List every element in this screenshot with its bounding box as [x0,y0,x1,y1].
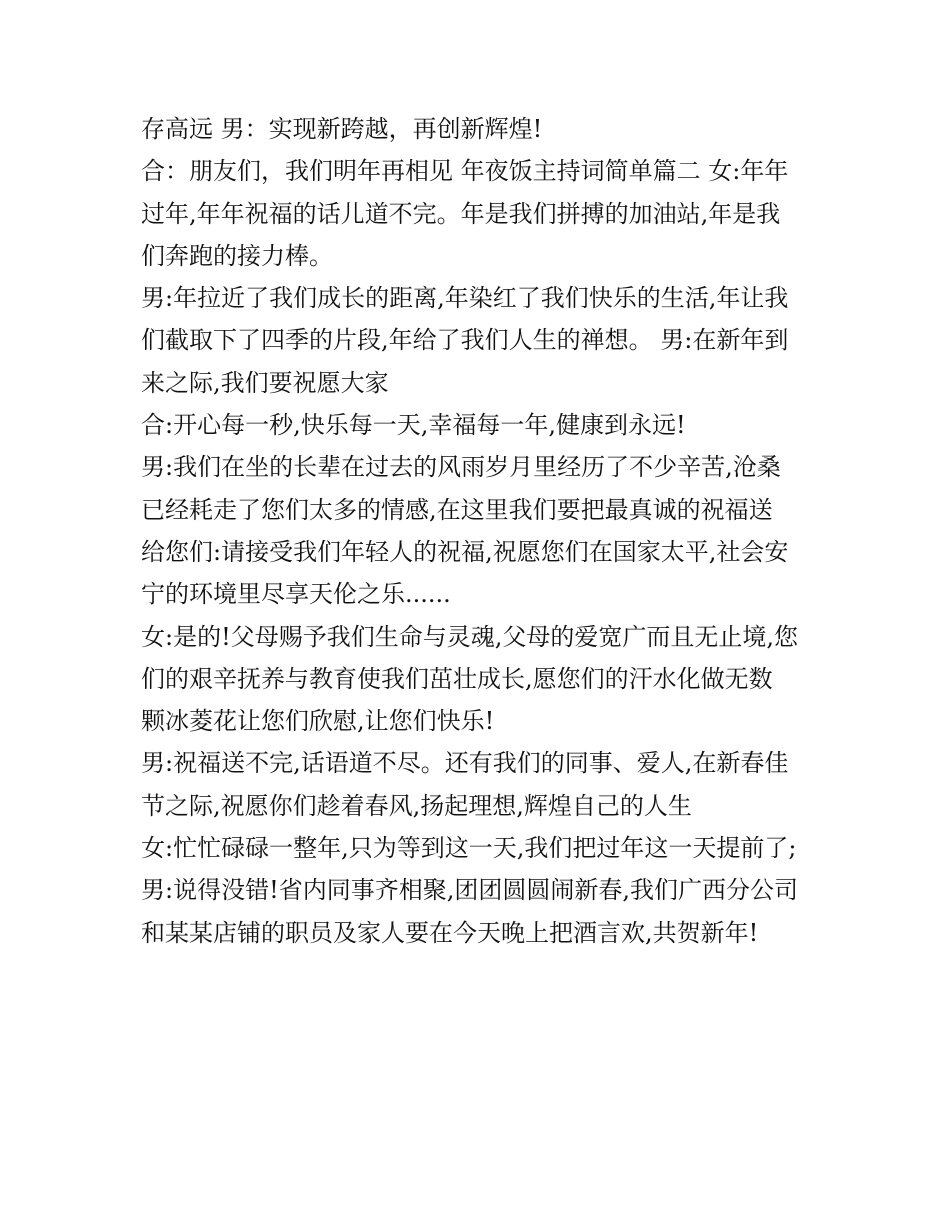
text-line: 和某某店铺的职员及家人要在今天晚上把酒言欢,共贺新年! [141,918,759,947]
text-line: 们奔跑的接力棒。 [141,241,333,270]
text-line: 女:忙忙碌碌一整年,只为等到这一天,我们把过年这一天提前了; [141,834,797,863]
text-line: 男:说得没错!省内同事齐相聚,团团圆圆闹新春,我们广西分公司 [141,876,798,905]
text-line: 男:我们在坐的长辈在过去的风雨岁月里经历了不少辛苦,沧桑 [141,453,781,482]
text-line: 们截取下了四季的片段,年给了我们人生的禅想。 男:在新年到 [141,326,789,355]
text-line: 合:开心每一秒,快乐每一天,幸福每一年,健康到永远! [141,411,686,440]
text-line: 颗冰菱花让您们欣慰,让您们快乐! [141,707,495,736]
text-line: 宁的环境里尽享天伦之乐...... [141,580,451,609]
text-line: 节之际,祝愿你们趁着春风,扬起理想,辉煌自己的人生 [141,791,692,820]
text-line: 们的艰辛抚养与教育使我们茁壮成长,愿您们的汗水化做无数 [141,664,773,693]
text-line: 合：朋友们，我们明年再相见 年夜饭主持词简单篇二 女:年年 [141,157,789,186]
text-line: 来之际,我们要祝愿大家 [141,368,389,397]
text-line: 给您们:请接受我们年轻人的祝福,祝愿您们在国家太平,社会安 [141,537,789,566]
text-line: 已经耗走了您们太多的情感,在这里我们要把最真诚的祝福送 [141,495,773,524]
document-body [141,108,821,954]
text-line: 男:年拉近了我们成长的距离,年染红了我们快乐的生活,年让我 [141,284,789,313]
text-line: 存高远 男：实现新跨越，再创新辉煌! [141,115,543,143]
text-line: 男:祝福送不完,话语道不尽。还有我们的同事、爱人,在新春佳 [141,749,789,778]
text-line: 过年,年年祝福的话儿道不完。年是我们拼搏的加油站,年是我 [141,199,781,228]
text-line: 女:是的!父母赐予我们生命与灵魂,父母的爱宽广而且无止境,您 [141,622,798,651]
